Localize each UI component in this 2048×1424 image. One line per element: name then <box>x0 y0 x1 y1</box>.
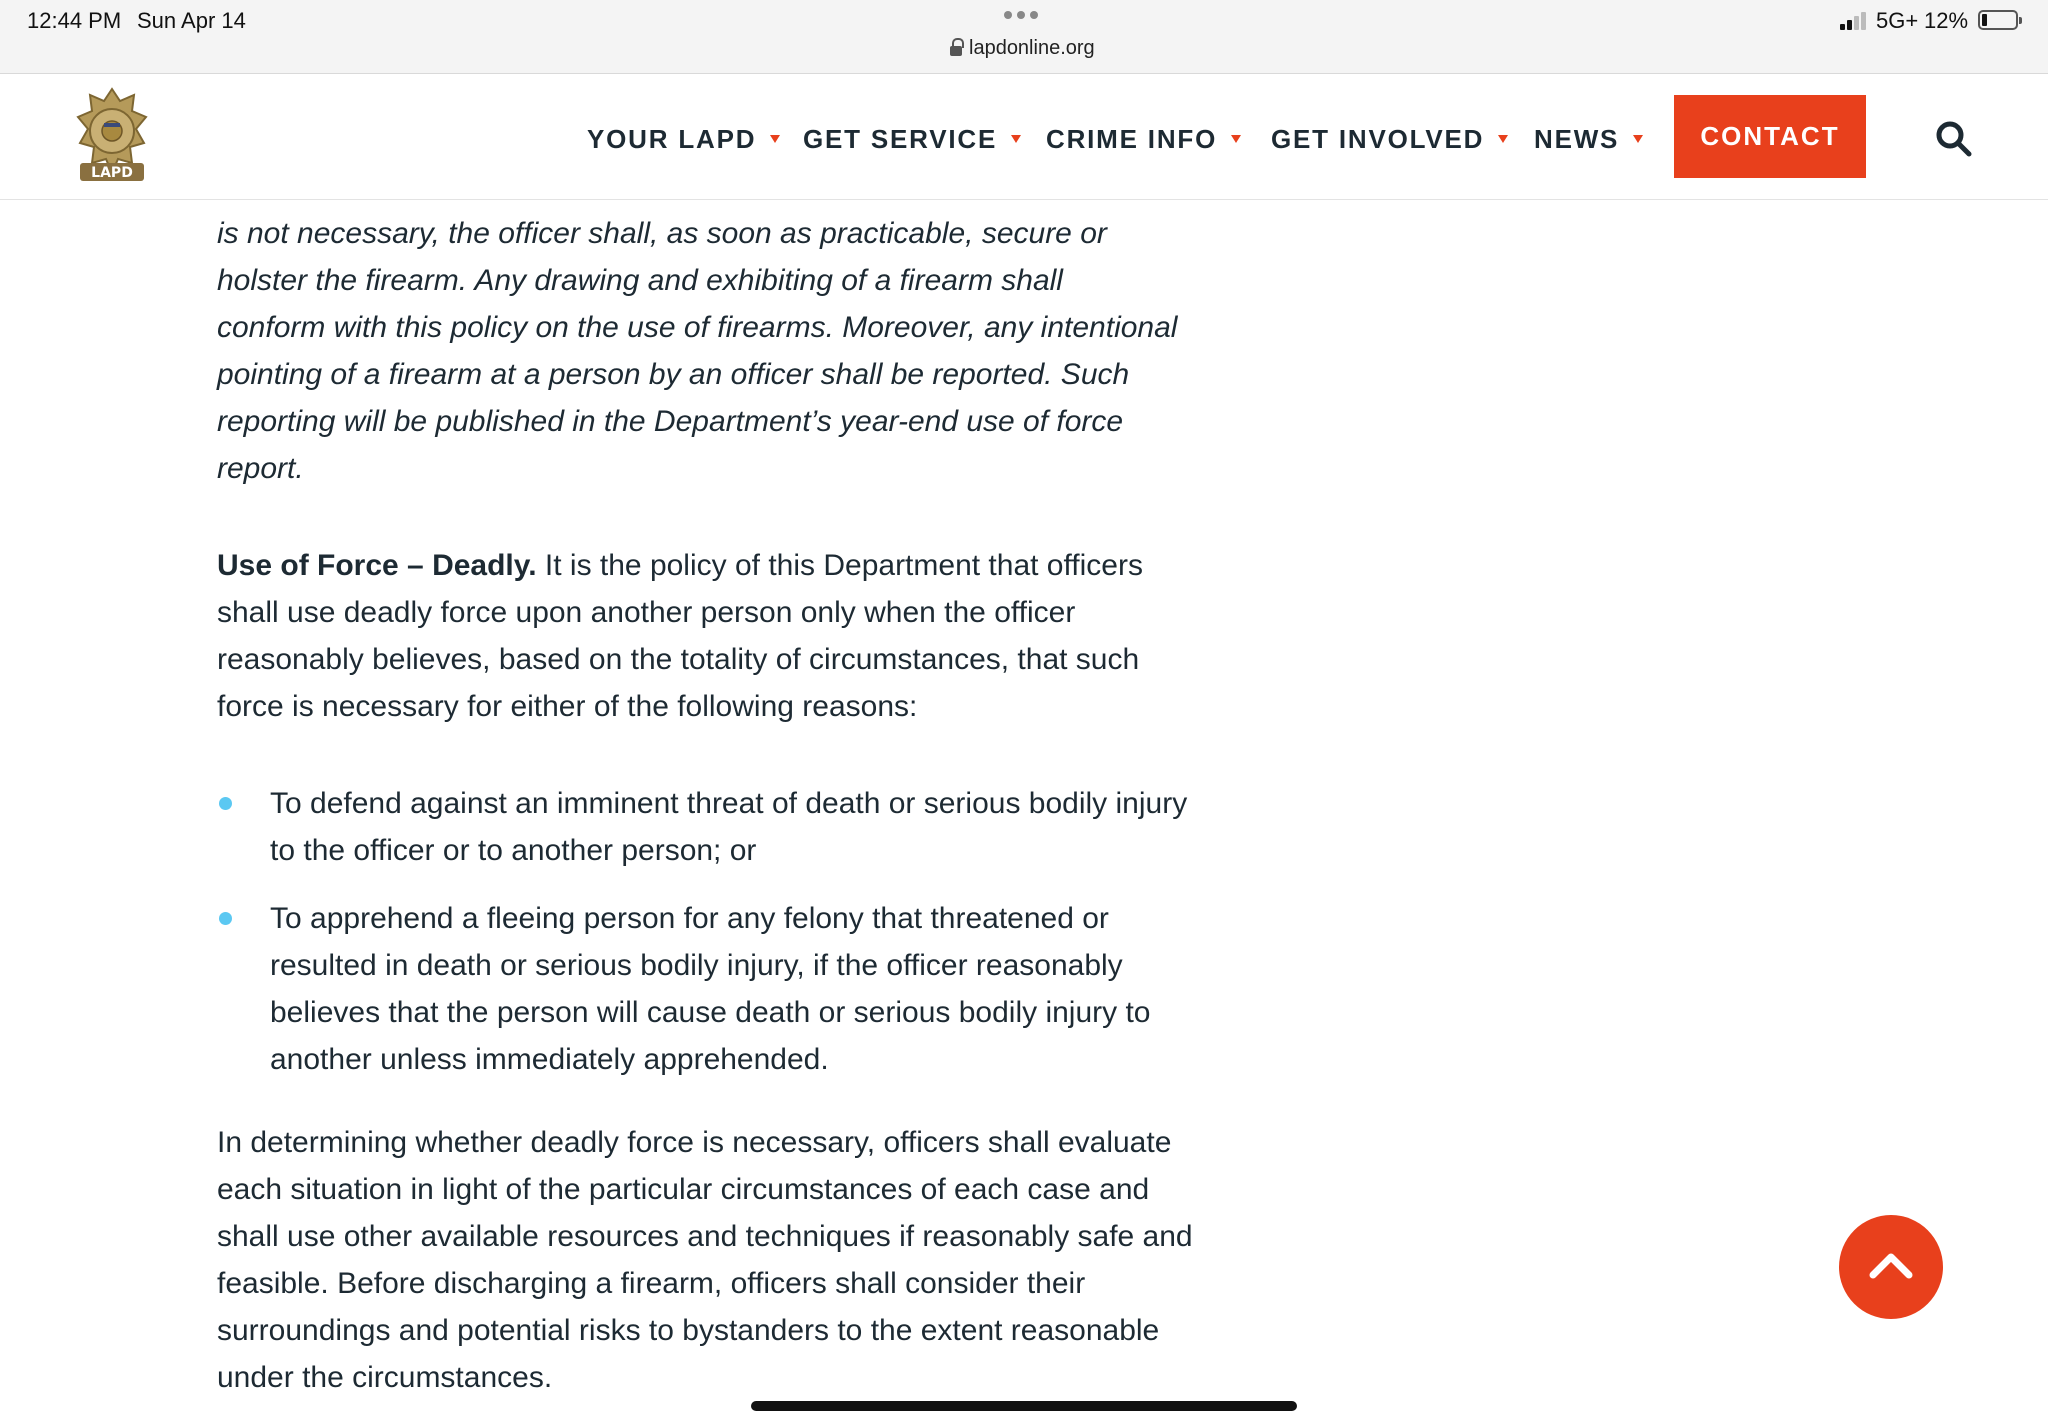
nav-your-lapd[interactable] <box>587 119 780 159</box>
nav-label: NEWS <box>1534 123 1620 154</box>
home-indicator[interactable] <box>751 1401 1297 1411</box>
caret-down-icon <box>1498 135 1508 143</box>
network-type: 5G+ <box>1876 8 1919 33</box>
evaluation-paragraph: In determining whether deadly force is necessary, officers shall evaluate each situation in light of the particular circumstances of each case and shall use other available resources and techniques if reasonably safe and feasible. Before discharging a firearm, officers shall consider their surroundings and potential risks to bystanders to the extent reasonable under the circumstances. <box>217 1126 1193 1394</box>
battery-icon <box>1978 10 2018 30</box>
bullet-dot-icon <box>219 912 232 925</box>
nav-label: GET INVOLVED <box>1271 123 1485 154</box>
scroll-to-top-button[interactable] <box>1839 1215 1943 1319</box>
list-item: To defend against an imminent threat of death or serious bodily injury to the officer or to another person; or <box>217 780 1307 874</box>
chevron-up-icon <box>1839 1215 1943 1319</box>
deadly-force-heading: Use of Force – Deadly. <box>217 549 537 582</box>
caret-down-icon <box>1011 135 1021 143</box>
deadly-force-paragraph: Use of Force – Deadly. It is the policy of this Department that officers shall use deadly force upon another person only when the officer reasonably believes, based on the totality of circumstances, that such force is necessary for either of the following reasons: <box>217 549 1143 723</box>
firearm-policy-paragraph: is not necessary, the officer shall, as soon as practicable, secure or holster the firearm. Any drawing and exhibiting of a firearm shall conform with this policy on the use of firearms. Moreover, any intentional pointing of a firearm at a person by an officer shall be reported. Such reporting will be published in the Department’s year-end use of force report. <box>217 217 1178 485</box>
status-time: 12:44 PM <box>27 8 122 33</box>
nav-label: GET SERVICE <box>803 123 998 154</box>
caret-down-icon <box>1633 135 1643 143</box>
status-date: Sun Apr 14 <box>137 8 246 33</box>
bullet-dot-icon <box>219 797 232 810</box>
lock-icon <box>950 42 962 56</box>
nav-news[interactable] <box>1534 119 1643 159</box>
search-icon[interactable] <box>1934 119 1974 159</box>
battery-percentage: 12% <box>1924 8 1969 33</box>
deadly-force-reasons-list <box>217 780 1307 1083</box>
logo-text: LAPD <box>91 165 133 181</box>
site-header <box>0 75 2048 200</box>
ios-status-bar <box>0 0 2048 74</box>
multitasking-dots-icon[interactable] <box>1004 11 1044 21</box>
caret-down-icon <box>770 135 780 143</box>
nav-label: CRIME INFO <box>1046 123 1218 154</box>
nav-get-involved[interactable] <box>1271 119 1508 159</box>
address-bar[interactable] <box>945 36 1105 64</box>
lapd-badge-logo[interactable] <box>74 87 150 187</box>
address-bar-url: lapdonline.org <box>969 37 1095 59</box>
contact-button[interactable]: CONTACT <box>1674 95 1866 178</box>
article-body <box>217 200 1307 1401</box>
list-item: To apprehend a fleeing person for any felony that threatened or resulted in death or serious bodily injury, if the officer reasonably believes that the person will cause death or serious bodily injury to another unless immediately apprehended. <box>217 895 1307 1083</box>
nav-label: YOUR LAPD <box>587 123 757 154</box>
nav-crime-info[interactable] <box>1046 119 1241 159</box>
caret-down-icon <box>1231 135 1241 143</box>
nav-get-service[interactable] <box>803 119 1021 159</box>
cellular-signal-icon <box>1840 12 1868 30</box>
